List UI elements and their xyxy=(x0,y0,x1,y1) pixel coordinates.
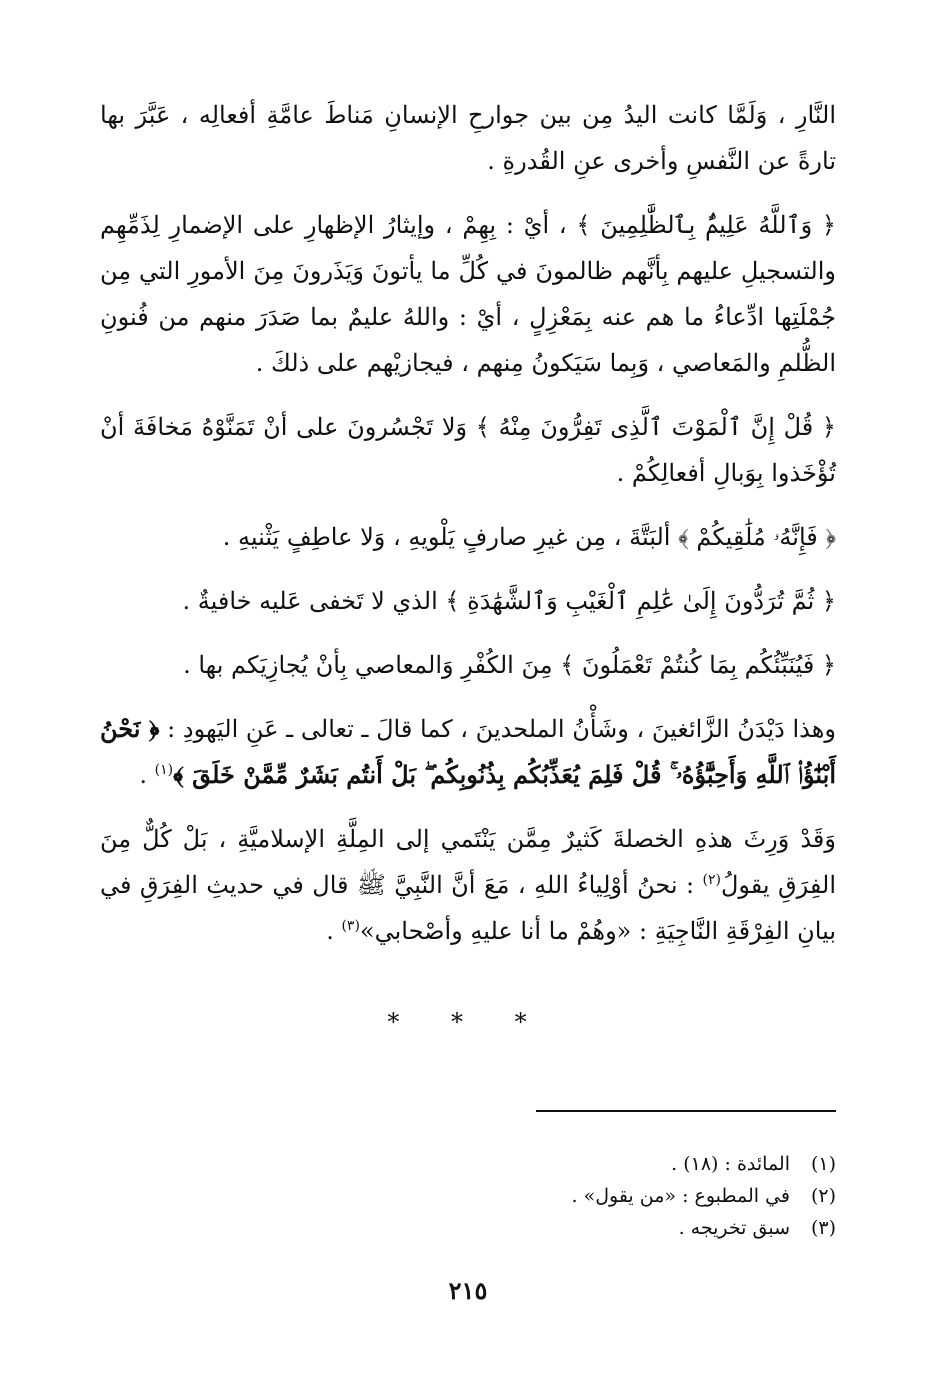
paragraph: ﴿ فَإِنَّهُۥ مُلَٰقِيكُمْ ﴾ ألبَتَّةَ ، مِن غيرِ صارفٍ يَلْويهِ ، وَلا عاطِفٍ يَثْنيهِ . xyxy=(222,523,836,551)
footnote-item xyxy=(100,1180,836,1212)
quran-verse: ﴿ نَحْنُ أَبْنَٰٓؤُا۟ ٱللَّهِ وَأَحِبَّٰٓؤُهُۥ ۚ قُلْ فَلِمَ يُعَذِّبُكُم بِذُنُوبِكُم ۖ بَلْ أَنتُم بَشَرٌ مِّمَّنْ خَلَقَ ﴾ xyxy=(100,714,836,789)
paragraph: ﴿ ثُمَّ تُرَدُّونَ إِلَىٰ عَٰلِمِ ٱلْغَيْبِ وَٱلشَّهَٰدَةِ ﴾ الذي لا تَخفى عَليه خافيةٌ . xyxy=(182,587,836,615)
footnote-item xyxy=(100,1212,836,1244)
footnote-ref-1: (١) xyxy=(154,762,174,778)
footnote-number: (٣) xyxy=(810,1217,836,1239)
footnote-text: المائدة : (١٨) . xyxy=(671,1153,790,1175)
body-text xyxy=(100,92,836,954)
paragraph: ﴿ فَيُنَبِّئُكُم بِمَا كُنتُمْ تَعْمَلُونَ ﴾ مِنَ الكُفْرِ وَالمعاصي بِأنْ يُجازِيَكم بها . xyxy=(183,651,836,679)
footnote-text: سبق تخريجه . xyxy=(678,1217,790,1239)
footnotes xyxy=(100,1148,836,1244)
footnote-ref-3: (٣) xyxy=(341,918,360,934)
last-part-1: وَقَدْ وَرِثَ هذهِ الخصلةَ كَثيرٌ مِمَّن يَنْتَمي إلى المِلَّةِ الإسلاميَّةِ ، بَلْ كُلٌّ مِنَ الفِرَقِ يقولُ xyxy=(100,825,836,899)
page-number: ٢١٥ xyxy=(448,1276,488,1305)
paragraph: النَّارِ ، وَلَمَّا كانت اليدُ مِن بين جوارحِ الإنسانِ مَناطَ عامَّةِ أفعالِه ، عَبَّرَ بها تارةً عن النَّفسِ وأخرى عنِ القُدرةِ . xyxy=(100,101,836,175)
sentence-end: . xyxy=(139,761,155,789)
footnote-ref-2: (٢) xyxy=(702,872,721,888)
footnote-item xyxy=(100,1148,836,1180)
paragraph-yahud xyxy=(100,706,836,798)
footnote-text: في المطبوع : «من يقول» . xyxy=(571,1185,790,1207)
paragraph-last xyxy=(100,816,836,954)
footnote-number: (١) xyxy=(810,1153,836,1175)
paragraph: ﴿ قُلْ إِنَّ ٱلْمَوْتَ ٱلَّذِى تَفِرُّونَ مِنْهُ ﴾ وَلا تَجْسُرونَ على أنْ تَمَنَّوْهُ مَخافَةَ أنْ تُؤْخَذوا بِوَبالِ أفعالِكُمْ . xyxy=(100,413,836,487)
footnote-divider xyxy=(536,1110,836,1112)
section-separator: * * * xyxy=(387,1008,549,1036)
yahud-intro: وهذا دَيْدَنُ الزَّائغينَ ، وشَأْنُ الملحدينَ ، كما قالَ ـ تعالى ـ عَنِ اليَهودِ : xyxy=(167,715,836,743)
footnote-number: (٢) xyxy=(810,1185,836,1207)
last-part-2: : نحنُ أوْلِياءُ اللهِ ، مَعَ أنَّ النَّبِيَّ ﷺ قال في حديثِ الفِرَقِ في بيانِ الفِرْقَةِ النَّاجِيَةِ : «وهُمْ ما أنا عليهِ وأصْحابي» xyxy=(100,871,836,945)
paragraph: ﴿ وَٱللَّهُ عَلِيمٌۢ بِٱلظَّٰلِمِينَ ﴾ ، أيْ : بِهِمْ ، وإيثارُ الإظهارِ على الإضمارِ لِذَمِّهِم والتسجيلِ عليهم بِأنَّهم ظالمونَ في كُلِّ ما يأتونَ وَيَذَرونَ مِنَ الأمورِ التي مِن جُمْلَتِها ادِّعاءُ ما هم عنه بِمَعْزِلٍ ، أيْ : واللهُ عليمٌ بما صَدَرَ منهم من فُنونِ الظُّلمِ والمَعاصي ، وَبِما سَيَكونُ مِنهم ، فيجازيْهم على ذلكَ . xyxy=(100,211,836,377)
sentence-end: . xyxy=(326,917,342,945)
